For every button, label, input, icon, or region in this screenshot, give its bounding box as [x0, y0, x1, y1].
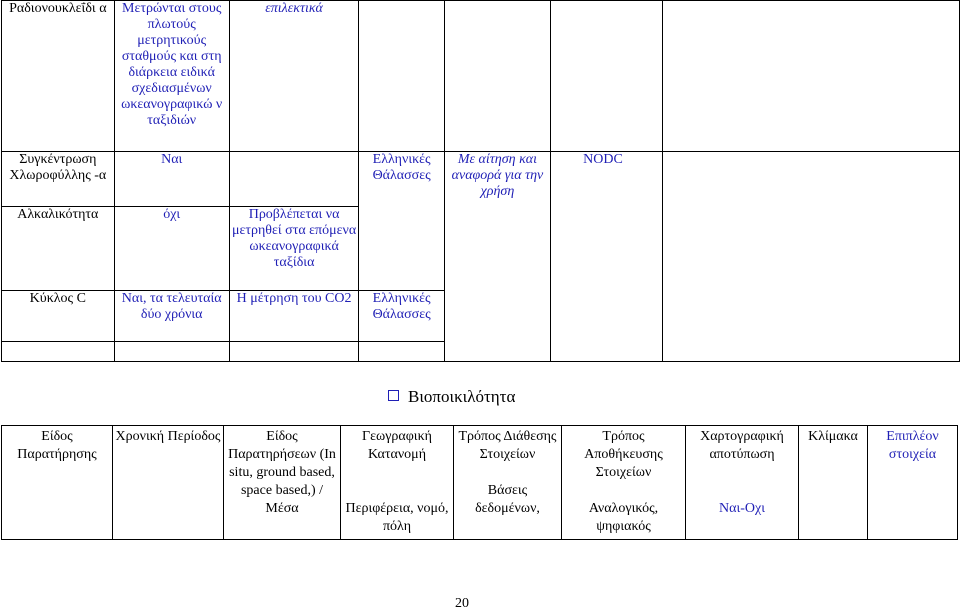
availability-cell: Με αίτηση και αναφορά για την χρήση: [444, 152, 550, 362]
table-row: [2, 1, 960, 152]
storage-cell: [551, 1, 662, 152]
empty-cell: [2, 342, 115, 362]
parameter-cell: Ραδιονουκλεΐδι α: [2, 1, 115, 152]
observation-type-cell: Η μέτρηση του CO2: [229, 291, 359, 342]
empty-cell: [359, 342, 444, 362]
parameter-cell: Κύκλος C: [2, 291, 115, 342]
checkbox-bullet-icon: [388, 390, 399, 401]
coverage-cell: Ελληνικές Θάλασσες: [359, 152, 444, 291]
observation-type-cell: [229, 152, 359, 207]
biodiversity-table: [1, 425, 958, 540]
header-geographic-distribution: Γεωγραφική Κατανομή Περιφέρεια, νομό, πόλη: [341, 426, 454, 540]
section-heading: Βιοποικιλότητα: [388, 387, 515, 407]
measured-cell: Μετρώνται στους πλωτούς μετρητικούς σταθμούς και στη διάρκεια ειδικά σχεδιασμένων ωκεανογραφικώ ν ταξιδιών: [114, 1, 229, 152]
measured-cell: Ναι: [114, 152, 229, 207]
empty-cell: [229, 342, 359, 362]
observation-type-cell: επιλεκτικά: [229, 1, 359, 152]
header-storage: Τρόπος Αποθήκευσης Στοιχείων Αναλογικός, ψηφιακός: [562, 426, 686, 540]
header-observation-type: Είδος Παρατήρησης: [2, 426, 113, 540]
header-scale: Κλίμακα: [799, 426, 868, 540]
header-time-period: Χρονική Περίοδος: [113, 426, 224, 540]
header-observations-means: Είδος Παρατηρήσεων (In situ, ground based, space based,) / Μέσα: [224, 426, 341, 540]
header-extra-info: Επιπλέον στοιχεία: [868, 426, 958, 540]
measured-cell: Ναι, τα τελευταία δύο χρόνια: [114, 291, 229, 342]
parameter-cell: Αλκαλικότητα: [2, 207, 115, 291]
storage-cell: NODC: [551, 152, 662, 362]
availability-cell: [444, 1, 550, 152]
empty-cell: [114, 342, 229, 362]
coverage-cell: [359, 1, 444, 152]
table-row: [2, 152, 960, 207]
table-header-row: [2, 426, 958, 540]
measured-cell: όχι: [114, 207, 229, 291]
coverage-cell: Ελληνικές Θάλασσες: [359, 291, 444, 342]
extra-cell: [662, 1, 960, 152]
parameter-cell: Συγκέντρωση Χλωροφύλλης -α: [2, 152, 115, 207]
extra-cell: [662, 152, 960, 362]
observation-type-cell: Προβλέπεται να μετρηθεί στα επόμενα ωκεανογραφικά ταξίδια: [229, 207, 359, 291]
page-number: 20: [455, 596, 469, 611]
observations-table: [1, 0, 960, 362]
header-availability: Τρόπος Διάθεσης Στοιχείων Βάσεις δεδομένων,: [454, 426, 562, 540]
header-mapping: Χαρτογραφική αποτύπωση Ναι-Οχι: [686, 426, 799, 540]
